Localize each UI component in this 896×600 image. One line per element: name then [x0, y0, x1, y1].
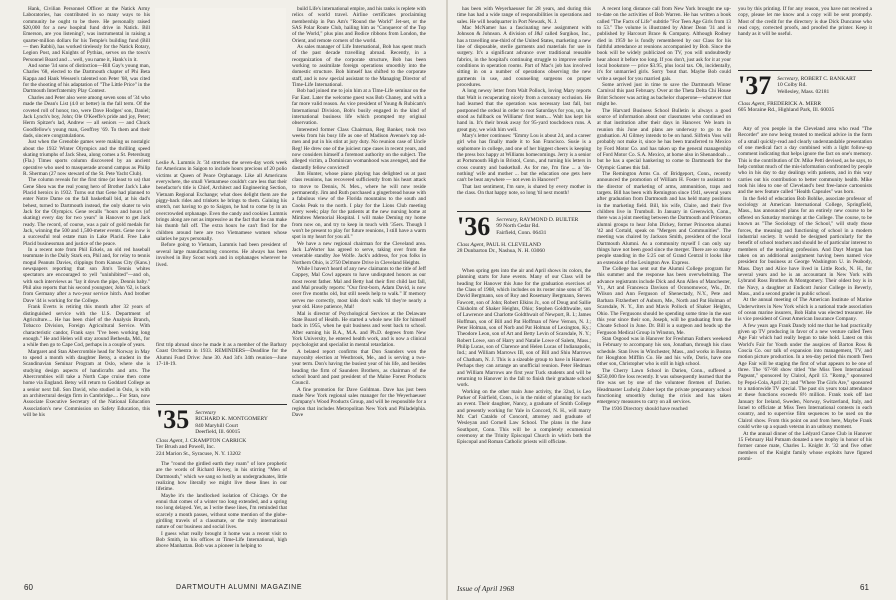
paragraph: The column reveals for the first time (at least to us) that Gene Shea was the real young hero of Brother Jack's Lake Placid heroics in 1932. Turns out that Gene had planned to enter Notre Dame on the fall basketball bid, at his dad's behest, turned to Dartmouth instead, the only skater to win Jack for the Olympics. Gene recalls "hours and hours (of skating) every day for two years" in Hanover to get Jack ready. The record, of course, was a pair of gold medals for Jack, winning the 500 and 1,500-meter events. Gene now is a successful real estate man in Lake Placid. Free Lake Placid businessman and justice of the peace. [23, 177, 150, 247]
agent-label: Class Agent, [738, 101, 766, 107]
agent-address: 224 Marion St., Syracuse, N. Y. 13202 [156, 450, 241, 457]
paragraph: Mal is director of Psychological Services at the Delaware State Board of Health. He started a whole new life for himself back in 1955, when he quit business and went back to school. After earning his B.A., M.A. and Ph.D. degrees from New York University, he entered health work, and is now a clinical psychologist and specialist in mental retardation. [292, 310, 426, 349]
agent-address: 28 Dunbarton Dr., Nashua, N. H. 03060 [457, 248, 545, 255]
class-heading-35 [156, 404, 287, 457]
paragraph: While I haven't heard of any new claimants to the title of Jeff Coppey, Mal Cowl appears to have undisputed honors as our most recent father. Mal and Betty had their first child last fall, and Mal proudly reports: "Our first-born, Adam David, is now over five months old, but still needs help to walk." If memory serves me correctly, most kids don't walk 'til they're nearly a year old. Have patience, Mal! [292, 266, 426, 311]
paragraph: Maybe it's the landlocked isolation of Chicago. Or the ennui that comes of a winter too long extended, and a spring too long delayed. Yet, as I write these lines, I'm reminded that scarcely a month passes, without some mention of the globe-girdling travels of a classmate, or the truly international nature of our business and social lives. [156, 492, 287, 531]
paragraph: you by this printing. If for any reason, you have not received a copy, please let me know and a copy will be sent promptly. Most of the credit for the directory is due Dick Duncanse who read copy, corrected proofs, and proofed the printer. Keep it handy as it will be useful. [738, 6, 872, 38]
paragraph: A recent long distance call from New York brought me up-to-date on the activities of Bob Warren. He has written a book called "The Facts of Life" subtitle "For Teen Age Girls from 13 to 53." The volume is illustrated by Abner Dean '31 and is published by Harcourt Brace & Company. Although Rodney died in 1959 he is fondly remembered by our Class for his faithful attendance at reunions accompanied by Bob. Since the book will be widely publicized on TV, you will undoubtedly hear about it before too long. If you don't, just ask for it at your local bookstore — price $3.95, plus local tax. Oh, incidentally, it's for unmarried girls. Sorry 'bout that. Maybe Bob could write a sequel for you married gals. [597, 6, 731, 82]
paragraph: The Harvard Business School Bulletin is always a good source of information about our classmates who continued on at that institution after their days in Hanover. We learn in reunion this June and plans are underway to go to the graduation. Al Gilmey intends to be on hand. Silfrein Voss will probably not make it, since he has been transferred to Mexico by Ford Motor Co. and has taken up the general managership of Ford Motor Co. S.A. Mexico, at home also in Shenandoah ... but he has a special hankering to come to Dartmouth for the Olympic Games this fall. [597, 107, 731, 171]
column-2-35 [156, 461, 287, 579]
paragraph: A fine promotion for Dave Goldman. Dave has just been made New York regional sales manager for the Weyerhaeuser Company's Wood Products Group, and will be responsible for a region that includes Metropolitan New York and Philadelphia. Dave [292, 386, 426, 418]
secretary-label: Secretary, [777, 76, 800, 82]
agent-label: Class Agent, [156, 438, 184, 445]
agent-address: Ter Brush and Powell, Inc. [156, 444, 215, 451]
paragraph: Jim Hunter, whose piano playing has delighted us at past class reunions, has recovered sufficiently from his heart attack to move to Dennis, N. Mex., where he will now reside permanently. Jim and Ruth purchased a gingerbread house with a fabulous view of the Florida mountains to the south and Cooks Peak to the north. I play for the Lions Club meeting every week; play for the patients at the new nursing home at Mimbres Memorial Hospital. I will make Deming my home from now on, and try to keep in touch with '35ers. Though I won't be present to play for future reunions, I still have a warm spot in my heart for you all." [292, 170, 426, 241]
class-year: '36 [457, 212, 491, 241]
paragraph: At the annual meeting of The American Institute of Marine Underwriters in New York which is a national trade association of ocean marine insurers, Bob Hahn was elected treasurer. He is vice president of Great American Insurance Company. [738, 297, 872, 323]
magazine-title: DARTMOUTH ALUMNI MAGAZINE [176, 584, 303, 591]
paragraph: Bob had joined me to join him at a Time-Life seminar on the Far East. Later the welcome guest was Bob Chaney, and with a far more valid reason. As vice president of Young & Rubicam's International Division, Bob's busily engaged in the kind of international business life which prompted my original observation. [292, 88, 426, 127]
paragraph: The Cherry Lawn School in Darien, Conn., suffered a $250,000 fire loss recently. It was subsequently learned that the fire was set by one of the volunteer firemen of Darien. Headmaster Ludwig Zuber kept the private preparatory school functioning smoothly during the crisis and has taken emergency measures to carry on all services. [597, 367, 731, 406]
column-5 [597, 6, 731, 584]
paragraph: Just when the Grenoble games were making us nostalgic about the 1932 Winter Olympics and the thrilling speed skating triumphs of Jack Shea, along comes a St. Petersburg (Fla.) Times sports column discovered by an ancient operative who used to masquerade around campus as Philip R. Sherman (27 now steward of the St. Pete Yacht Club). [23, 139, 150, 177]
page-number-left: 60 [24, 583, 33, 592]
paragraph: first trip abroad since he made it as a member of the Barbary Coast Orchestra in 1933. REMINDERS—Deadline for the Alumni Fund Drive: June 30. And 34's 34th reunion—June 17-18-19. [156, 342, 287, 368]
secretary-label: Secretary [195, 410, 217, 416]
paragraph: The 1936 Directory should have reached [602, 405, 688, 412]
paragraph: Charles and Peter also were among seven sons of '34 who made the Dean's List (4.0 or better) in the fall term. Of the coveted roll of honor, too, were Dave Hodges' son, Daniel; Jack Lynch's boy, John; Ole O'Keeffe's pride and joy, Peter; Herm Spitzer's lad, Andrew — all seniors — and Chuck Goodfellow's young man, Geoffrey '69. To them and their dads, sincere congratulations. [23, 94, 150, 139]
paragraph: Frank Everts is retiring this month after 32 years of distinguished service with the U.S. Department of Agriculture.... He has been chief of the Analysis Branch, Tobacco Division, Foreign Agricultural Service. With characteristic candor, Frank says "I've been working long enough." He and Helen will stay around Bethesda, Md., for a while then go to Cape Cod, perhaps in a couple of years. [23, 304, 150, 349]
page-gutter [446, 0, 448, 600]
photo-caption [156, 160, 287, 268]
column-2-bottom [156, 342, 287, 398]
address-line: 840 Maryhill Court [195, 422, 239, 429]
address-line: Deerfield, Ill. 60015 [195, 428, 241, 435]
column-6-37 [738, 126, 872, 580]
column-1 [23, 6, 150, 584]
paragraph: And some '34 sons of distinction—Bill Gay's young man, Charles '68, elected to the Dartmouth chapter of Phi Beta Kappa and Hank Wessen's talented son Peter '68, was cited for the shooting of his adaptation of "The Little Price" in the Dartmouth Interfraternity Play Contest. [23, 63, 150, 95]
paragraph: Any of you people in the Cleveland area who read "The Recorder" are now being treated to medical advice in the form of a small quickly-read and clearly understandable presentation of one medical fact a day combined with a light follow-up comment indicating that helps ignore the fact on one's memory. This is the contribution of Dr. Mike Petti devised, as he says, to help combat much of the mis-information confronted by people who in his day to day dealings with patients, and in this way carries out his contribution to better community health. Mike took his idea to one of Cleveland's best free-lance cartoonists and the new feature called "Health Capsules" was born. [738, 126, 872, 196]
paragraph: A belated report confirms that Don Saunders won the mayoralty election at Westbrook, Me., and is serving a two-year term. Don's having the busiest year of his life, and besides heading the firm of Saunders Brothers, as chairman of the school board and past president of the Maine Forest Products Council. [292, 348, 426, 387]
address-line: 99 North Cedar Rd. [496, 223, 540, 230]
address-line: 10 Colby Rd. [777, 82, 807, 89]
paragraph: Hank, Civilian Personnel Officer at the Natick Army Laboratories, has contributed in so many ways to his community he ought to be there. He personally raised $20,000 for a new hospital fund drive in Natick. Bill Emerson, are you listening?, was instrumental in raising a quarter-million dollars for his Temple's building fund (Bill — then Rabbi), has worked tirelessly for the Natick Rotary, Legion Post, and Knights of Pythias, serves on the town's Personnel Board and ... well, you name it, Hank's in it. [23, 6, 150, 63]
paragraph: In a recent note from Phil Eckels, an old red baseball teammate in the Daily Stark era, Phil and, for relay to tennis mogul Peanuts Davies, clippings from Kansas City (Kans.) newspapers reporting that son Jim's Tennis whites spectators are encouraged to yell "uninhibited"—and oh, with such interviews as "lay it down the pipe, Dennis baby." Phil also reports that his second youngster, John '62, is back from Germany after a two-year service hitch. And brother Dave '44 is working for the College. [23, 247, 150, 304]
paragraph: As sales manager of Life International, Bob has spent much of the past decade travelling abroad. Recently, in a reorganization of the corporate structure, Bob has been working to assimilate foreign operations smoothly into the domestic structure. Bob himself has shifted to the corporate staff, and is now special assistant to the Managing Director of Time-Life International. [292, 44, 426, 89]
paragraph: Working on the other main June activity, the 32nd, is Leo Parker of Fairfield, Conn., is in the midst of planning for such an event. Their daughter, Nancy, a graduate of Smith College and presently working for Yale in Concord, N. H., will marry Mr. Carl Cataldo of Concord, attorney and graduate of Wesleyan and Cornell Law School. The plans in the June Southport, Conn. This will be a completely ecumenical ceremony at the Trinity Episcopal Church in which both the Episcopal and Roman Catholic priests will officiate. [457, 388, 591, 446]
agent-name: J. CRAMPTON CARRICK [185, 438, 247, 445]
photo-placeholder [155, 8, 286, 158]
paragraph: Stan Osgood was in Hanover for Freshman Fathers weekend in February to accompany his son, Jonathan, through his class schedule. Stan lives in Winchester, Mass., and works in Boston for Houghton Mifflin Co. He and his wife, Doris, have one other son, Christopher who is still in high school. [597, 335, 731, 368]
paragraph: build Life's international empire, and his ranks is replete with relics of world travel. Airline certificates proclaiming membership in Pan Am's "Round the World" Jet-set, or the SAS Polar Route Club, hailing him as "Conqueror of the Top of the World," plus pins and Bodice ribbons from London, the Orient, and remote corners of the world. [292, 6, 426, 44]
paragraph: We have a new regional chairman for the Cleveland area. Jack LaWorter has agreed to serve, taking over from the venerable standby Joe Wolfe. Jack's address, for you folks in Northern Ohio, is 2750 Delmore Drive in Cleveland Heights. [292, 240, 426, 266]
column-6-top [738, 6, 872, 68]
paragraph: When spring gets into the air and April shows its colors, the planning starts for June events. Many of our Class will be heading for Hanover this June for the graduation exercises of the Class of 1968, which includes on its roster nine sons of '36. David Bergmann, son of Roy and Rosemary Bergmann, Steven Fawcett, son of John; Robert Elkins Jr., son of Doug and Sallie Chisholm of Shaker Heights, Ohio; Stephen Goldthwaite, son of Lawrence and Charlotte Goldthwait of Newport, R. I.; James Hoffman, son of Bill and Pat Hoffman of New Vernon, N. J.; Peter Holman, son of Norb and Pat Holman of Lexington, Ky.; Theodore Leon, son of Art and Betty Levin of Scarsdale, N. Y.; Robert Lowe, son of Harry and Natalie Lowe of Salem, Mass.; Philip Lucas, son of Clarence and Helen Lucas of Indianapolis, Ind.; and William Marrows III, son of Bill and Shiu Marrows of Chatham, N. J. This is a sizeable group to have in Hanover. Perhaps they can arrange an unofficial reunion. Peter Hedman and William Marrows are first year Tuck students and will be returning to Hanover in the fall to finish their graduate school work. [457, 268, 591, 389]
address-line: Fairfield, Conn. 06431 [496, 229, 547, 236]
agent-address: 605 Moraine Rd., Highland Park, Ill. 60035 [738, 107, 835, 114]
column-3 [292, 6, 426, 584]
issue-date: Issue of April 1968 [457, 584, 515, 593]
paragraph: The Remington Arms Co. of Bridgeport, Conn., recently announced the promotion of William H. Foster to assistant to the director of marketing of arms, ammunition, traps and targets. Bill has been with Remington since 1941, several years after graduation from Dartmouth and has held many positions in the marketing field. Bill, his wife, Claire, and their five children live in Trumbull. In January in Greenwich, Conn., there was a joint meeting between the Dartmouth and Princeton alumni groups to hear John Dickey, former Princeton alumni '42 and Cortald, speak on "Mergers and Communities". The meeting was chaired by Jackson Smith, president of the local Dartmouth Alumni. As a community myself I can only say things have not been good since the merger. There are so many people standing in the 5:25 out of Grand Central it looks like an extension of the Lexington Ave. Express. [597, 170, 731, 266]
secretary-name: RICHARD K. MONTGOMERY [195, 416, 268, 423]
secretary-label: Secretary, [496, 217, 519, 223]
paragraph: Mac McNamer has a fascinating new assignment with Johnson & Johnson. A division of J&J called Surgikos, Inc., has a travelling one-third of the United States, marketing a new line of disposable, sterile garments and materials for use in surgery. It's a significant advance over traditional reusable fabrics, in the hospital's continuing struggle to improve sterile conditions in operation rooms. Part of Mac's job has involved sitting in on a number of operations observing the new garments in use, and counseling surgeons on proper procedures. [457, 25, 591, 89]
paragraph: At the annual dinner of the Lédyard Canoe Club in Hanover 15 February Hal Putnam donated a new trophy in honor of his former canoe mate, Charles L. Knight Jr. '32 and five other members of the Knight family whose exploits have figured promi- [738, 430, 872, 462]
secretary-name: RAYMOND D. BUILTER [519, 217, 579, 223]
paragraph: A few years ago Frank Dandy told me that he had practically given up TV producing in favor of a new venture called Teen Age Fair which had really begun to take hold. Latest on this World's Fair for Youth under the auspices of Barton Ross & Coscia Co. our talk of expansion into management, TV, and motion picture production. In a ten-day period this month Teen Age Fair will be staging the first of what appears to be one of three. The '67-'68 show titled "the Miss Teen International Pageant," sponsored by Clairol, April 13. "Romp," sponsored by Pepsi-Cola, April 21; and "Where The Girls Are," sponsored to a nationwide TV special. The past six years total attendance at these functions exceeds 8½ million. Frank took off last January for Ireland, Sweden, Norway, Switzerland, Italy, and Israel to officiate at Miss Teen International contests in each country, and to supervise film sequences to be used on the Clairol show. From this point on and from here, Maybe Frank could write up a squash veteran in an unbusy moment. [738, 322, 872, 431]
agent-label: Class Agent, [457, 242, 485, 248]
column-4-top [457, 6, 591, 206]
paragraph: has been with Weyerhaeuser for 28 years, and during this time has had a wide range of responsibilities in operations and sales. He will headquarter in Port Newark, N. J. [457, 6, 591, 25]
paragraph: Some arrived just in time to save the Dartmouth Winter Carnival this past February. Over at the Theta Delta Chi House Brint Schorer was acting as bachelor chaperone—whatever that might be. [597, 82, 731, 108]
class-year: '37 [738, 71, 772, 100]
caption-text-2: Before going to Vietnam, Lummis had been president of several large manufacturing concerns. He always has been involved in Boy Scout work and in orphanages wherever he lived. [156, 242, 287, 268]
class-heading-37 [738, 70, 872, 114]
paragraph: The College has sent out the Alumni College program for this summer and the response has been overwhelming. The advance registrants include Dick and Ann Allen of Manchester, Vt., Art and Francesca Davison of Oconomowoc, Wis., Dr. Wilson and Ann Ferguson of Shenectady, N.Y., Pete and Barbara Fitzherbert of Auburn, Me., North and Pat Holman of Scarsdale, N. Y., Jim and Mavis Pollock of Shaker Heights, Ohio. The Fergusons should be spending some time in the east this year since their son, Joseph, will be graduating from the Choate School in June. Dr. Bill is a surgeon and heads up the Ferguson Medical Group in Winston, Me. [597, 266, 731, 336]
paragraph: Margaret and Stan Abercrombie head for Norway in May to spend a month with daughter Betsy, a student in the Scandinavian Seminar Program at Oslo, where she is studying design aspects of handicrafts and arts. The Abercrombies will take a North Cape cruise then come home via England. Betsy will return to Goddard College as a senior next fall. Son David, who studied in Oslo, is with an architectural design firm in Cambridge.... For Stan, now Associate Executive Secretary of the National Education Association's new Commission on Safety Education, this will be his [23, 348, 150, 418]
agent-name: FREDERICK A. MERR [767, 101, 822, 107]
class-heading-36 [457, 211, 591, 255]
paragraph: Interested former Class Chairman, Reg Banker, took two weeks from his busy life as one of Madison Avenue's top ad-men and put in his stint at jury duty. No reunion case of Uncle Reg! He drew one of the juiciest rape cases in recent years, and now considers himself a foremost authority on the subject. The alleged victim, a Dominican womanhood was avenged, and the dastardly fellow convicted! [292, 126, 426, 171]
paragraph: I guess what really brought it home was a recent visit to Bob Smith, in his offices at Time-Life International, high above Manhattan. Bob was a pioneer in helping to [156, 530, 287, 550]
column-4-36 [457, 268, 591, 580]
address-line: Wellesley, Mass. 02181 [777, 88, 830, 95]
paragraph: Mary's letter continues: "Emmy Lou is about 24, and a career girl who has finally made it to San Francisco. Susie is a sophomore in college, and one of her biggest cheers is keeping the press box happy at Williams homecomings. Jerry is a senior at Portsmouth High in Bristol, Conn., and turning his letters in cross country and basketball. As for me, I'm fine ... a 'do-nothing' wife and mother ... but the education one gets here can't be beat anywhere — not even in Hanover!" [457, 132, 591, 184]
paragraph: The "round the girdled earth they roam" of lore prophetic are the words of Richard Hovey, in his stirring "Men of Dartmouth," which we sang so lustily as undergraduates, little realizing how literally we might live these lines in our lifetime. [156, 461, 287, 493]
paragraph: A long newsy letter from Walt Pollock, loving Mary reports that Walt is recuperating nicely from a coronary occlusion. He had learned that the operation was necessary last fall, but postponed the ordeal in order to root Saturdays for you, urn, he stood as fullback on Williams' first team.... Walt has kept his hand in. It's their break away for 95-yard touchdown runs. A great guy, we wish him well. [457, 88, 591, 133]
paragraph: That last sentiment, I'm sure, is shared by every mother in the class. On that happy note, so long 'til next month! [457, 183, 591, 196]
caption-text: Leslie A. Lummis Jr. '34 stretches the seven-day work week for Americans in Saigon to include hours precious of 20 polio victims at Queen of Peace Orphanage. Like all Americans everywhere, the small Vietnamese couldn't care less that their benefactor's title is Chief, Architect and Engineering Section, Vietnam Regional Exchange; what does delight them are the piggy-back rides and trinkets he brings to them. Gaining his stretch, not having to go to Saigon, he had to come by in an overcrowded orphanage. Even the candy and cookies Lummis brings along are not as impressive as the fact that he can make his thumb fall off. The extra hours he can't find for the children around here are two Vietnamese women whose salaries he pays personally. [156, 160, 287, 243]
secretary-name: ROBERT C. BANKART [800, 76, 856, 82]
agent-name: PAUL H. CLEVELAND [486, 242, 541, 248]
paragraph: In the field of education Bob Bohlke, associate professor of sociology at American International College, Springfield, Mass., has announced plans for an entirely new course to be offered on Saturday mornings at the College. The course, to be known as "The Sociology of the School," will study those forces, the meaning and functioning of school in a modern industrial society. It would be designed particularly for the benefit of school teachers and should be of particular interest to members of the teaching profession. And Dayt Morgan has taken on an additional assignment having been named vice president for business at George Washington U. in Peabody, Mass. Dayt and Alice have lived in Little Rock, N. H., for several years and he is an accountant in New York with Lybrand Ross Brothers & Montgomery. Their oldest boy is in the Navy, a daughter at Endicott Junior College in Beverly, Mass., and a second grader in public school. [738, 195, 872, 297]
class-year: '35 [156, 405, 190, 434]
page-number-right: 61 [860, 583, 869, 592]
